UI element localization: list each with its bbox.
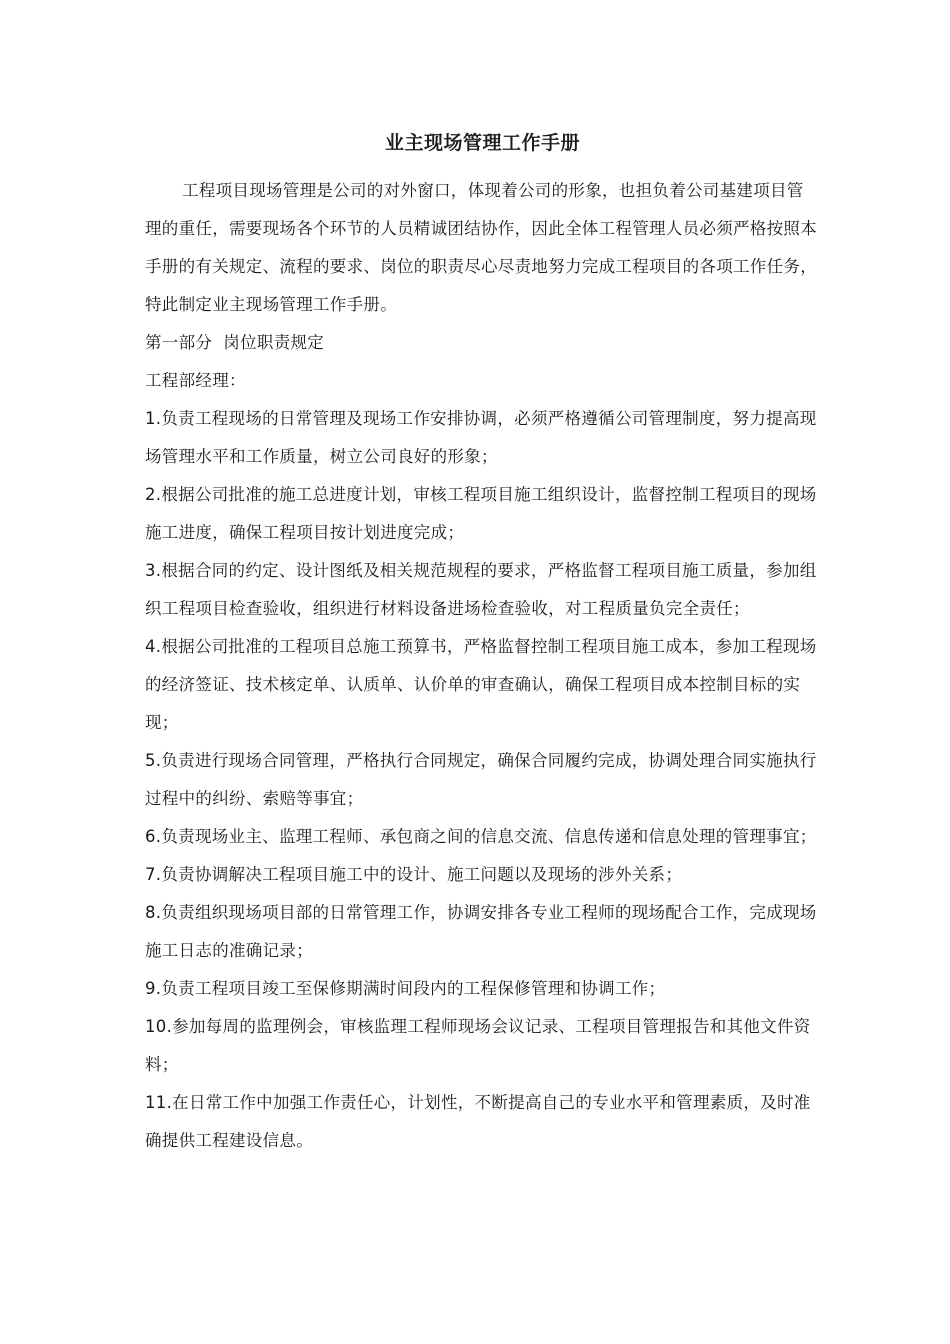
- document-title: 业主现场管理工作手册: [384, 132, 580, 154]
- duty-item: 6.负责现场业主、监理工程师、承包商之间的信息交流、信息传递和信息处理的管理事宜；: [145, 827, 817, 846]
- duty-list: [145, 400, 820, 1160]
- document-page: [145, 128, 820, 1160]
- duty-item: 8.负责组织现场项目部的日常管理工作，协调安排各专业工程师的现场配合工作，完成现场施工日志的准确记录；: [145, 903, 817, 960]
- duty-item: 11.在日常工作中加强工作责任心，计划性，不断提高自己的专业水平和管理素质，及时准确提供工程建设信息。: [145, 1093, 811, 1150]
- role-heading: 工程部经理：: [145, 371, 246, 390]
- duty-item: 5.负责进行现场合同管理，严格执行合同规定，确保合同履约完成，协调处理合同实施执行过程中的纠纷、索赔等事宜；: [145, 751, 817, 808]
- duty-item: 7.负责协调解决工程项目施工中的设计、施工问题以及现场的涉外关系；: [145, 865, 683, 884]
- duty-item: 2.根据公司批准的施工总进度计划，审核工程项目施工组织设计，监督控制工程项目的现场施工进度，确保工程项目按计划进度完成；: [145, 485, 817, 542]
- duty-item: 9.负责工程项目竣工至保修期满时间段内的工程保修管理和协调工作；: [145, 979, 666, 998]
- section-heading: 第一部分 岗位职责规定: [145, 333, 325, 352]
- duty-item: 4.根据公司批准的工程项目总施工预算书，严格监督控制工程项目施工成本，参加工程现场的经济签证、技术核定单、认质单、认价单的审查确认，确保工程项目成本控制目标的实现；: [145, 637, 817, 732]
- intro-paragraph: 工程项目现场管理是公司的对外窗口，体现着公司的形象，也担负着公司基建项目管理的重任，需要现场各个环节的人员精诚团结协作，因此全体工程管理人员必须严格按照本手册的有关规定、流程的要求、岗位的职责尽心尽责地努力完成工程项目的各项工作任务，特此制定业主现场管理工作手册。: [145, 181, 817, 314]
- duty-item: 1.负责工程现场的日常管理及现场工作安排协调，必须严格遵循公司管理制度，努力提高现场管理水平和工作质量，树立公司良好的形象；: [145, 409, 817, 466]
- duty-item: 10.参加每周的监理例会，审核监理工程师现场会议记录、工程项目管理报告和其他文件资料；: [145, 1017, 811, 1074]
- duty-item: 3.根据合同的约定、设计图纸及相关规范规程的要求，严格监督工程项目施工质量，参加组织工程项目检查验收，组织进行材料设备进场检查验收，对工程质量负完全责任；: [145, 561, 817, 618]
